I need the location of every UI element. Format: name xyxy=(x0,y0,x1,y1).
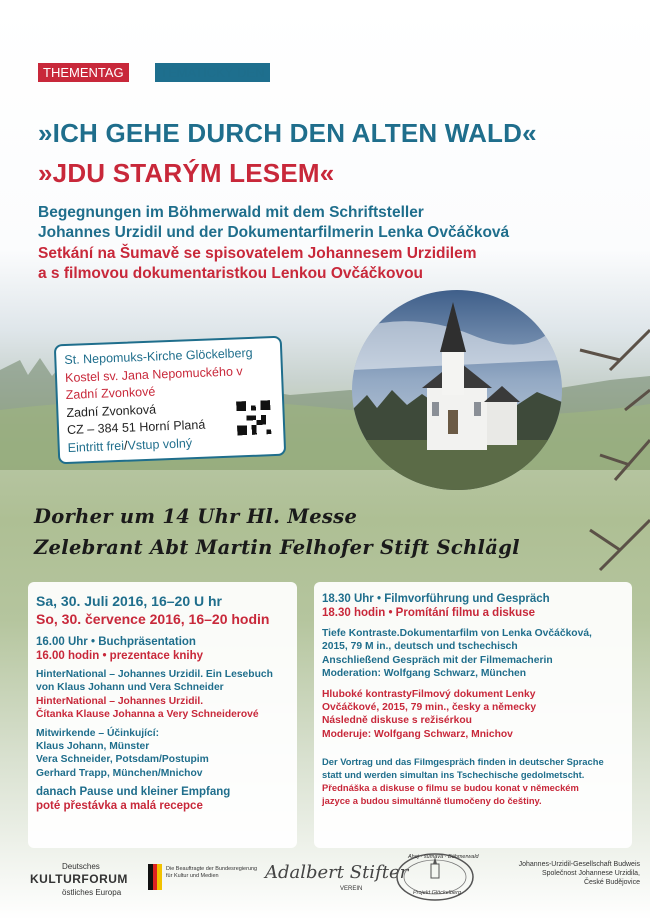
sponsor-logos xyxy=(0,850,650,920)
church-photo xyxy=(352,290,562,490)
venue-postal: CZ – 384 51 Horní Planá xyxy=(66,417,206,437)
bkm-line: für Kultur und Medien xyxy=(166,873,219,879)
pause-de: danach Pause und kleiner Empfang xyxy=(36,786,231,799)
film-time-de: 18.30 Uhr • Filmvorführung und Gespräch xyxy=(322,593,550,605)
theme-day-tag-cz: TÉMATICKÝ DEN xyxy=(155,63,270,82)
program-box-evening xyxy=(314,582,632,848)
mass-info-line: Dorher um 14 Uhr Hl. Messe xyxy=(34,505,358,528)
subtitle-de xyxy=(38,203,509,243)
translation-note-de: Der Vortrag und das Filmgespräch finden in deutscher Sprache xyxy=(322,756,604,768)
film-desc-cz: Následně diskuse s režisérkou xyxy=(322,715,472,727)
venue-name-de: St. Nepomuks-Kirche Glöckelberg xyxy=(64,345,253,368)
urzidil-society-line: Johannes-Urzidil-Gesellschaft Budweis xyxy=(518,861,640,868)
translation-note-cz: Přednáška a diskuse o filmu se budou konat v německém xyxy=(322,782,579,794)
venue-address-card xyxy=(54,336,286,465)
entry-separator: / xyxy=(123,438,128,453)
german-flag-icon xyxy=(148,864,162,890)
book-title-cz: HinterNational – Johannes Urzidil. xyxy=(36,695,204,707)
seal-bottom-text: Projekt Glöckelberg xyxy=(413,890,461,896)
bkm-line: Die Beauftragte der Bundesregierung xyxy=(166,866,258,872)
venue-place: Zadní Zvonková xyxy=(66,402,157,420)
book-title-cz: Čítanka Klause Johanna a Very Schneiderové xyxy=(36,709,259,721)
stifter-logo-sub: VEREIN xyxy=(340,886,363,892)
book-time-cz: 16.00 hodin • prezentace knihy xyxy=(36,650,203,662)
bare-tree-branches xyxy=(560,290,650,580)
subtitle-de-line: Johannes Urzidil und der Dokumentarfilmerin Lenka Ovčáčková xyxy=(38,224,510,241)
book-time-de: 16.00 Uhr • Buchpräsentation xyxy=(36,636,196,648)
entry-de: Eintritt frei xyxy=(67,438,125,455)
stifter-logo: Adalbert Stifter xyxy=(265,862,409,883)
entry-cz: Vstup volný xyxy=(127,435,193,453)
film-desc-de: 2015, 79 M in., deutsch und tschechisch xyxy=(322,641,518,653)
film-desc-de: Moderation: Wolfgang Schwarz, München xyxy=(322,668,527,680)
venue-name-cz-2: Zadní Zvonkové xyxy=(65,384,156,402)
main-title-cz: »JDU STARÝM LESEM« xyxy=(38,158,335,188)
qr-code-icon xyxy=(236,400,271,435)
translation-note-de: statt und werden simultan ins Tschechische gedolmetscht. xyxy=(322,769,585,781)
urzidil-society-line: České Budějovice xyxy=(583,879,640,886)
film-desc-de: Anschließend Gespräch mit der Filmemacherin xyxy=(322,654,553,666)
subtitle-cz-line: Setkání na Šumavě se spisovatelem Johannesem Urzidilem xyxy=(38,245,477,262)
kulturforum-logo-small: Deutsches xyxy=(62,862,100,871)
date-de: Sa, 30. Juli 2016, 16–20 U hr xyxy=(36,593,223,609)
urzidil-society-line: Společnost Johannese Urzidila, xyxy=(541,870,640,877)
urzidil-society-logo xyxy=(492,860,640,887)
film-desc-cz: Hluboké kontrastyFilmový dokument Lenky xyxy=(322,688,536,700)
book-title-de: von Klaus Johann und Vera Schneider xyxy=(36,682,224,694)
film-desc-cz: Moderuje: Wolfgang Schwarz, Mnichov xyxy=(322,728,513,740)
film-time-cz: 18.30 hodin • Promítání filmu a diskuse xyxy=(322,607,535,619)
main-title-de: »ICH GEHE DURCH DEN ALTEN WALD« xyxy=(38,118,537,148)
kulturforum-logo-sub: östliches Europa xyxy=(62,888,122,897)
film-desc-cz: Ovčáčkové, 2015, 79 min., česky a německy xyxy=(322,702,537,714)
contributor: Klaus Johann, Münster xyxy=(36,741,150,753)
translation-note-cz: jazyce a budou simultánně tlumočeny do češtiny. xyxy=(322,795,542,807)
kulturforum-logo: KULTURFORUM xyxy=(30,872,128,886)
contributors-heading: Mitwirkende – Účinkující: xyxy=(36,727,160,739)
contributor: Gerhard Trapp, München/Mnichov xyxy=(36,767,203,779)
bkm-logo-text xyxy=(166,866,257,880)
subtitle-de-line: Begegnungen im Böhmerwald mit dem Schriftsteller xyxy=(38,204,424,221)
celebrant-line: Zelebrant Abt Martin Felhofer Stift Schlägl xyxy=(34,536,520,559)
pause-cz: poté přestávka a malá recepce xyxy=(36,800,203,813)
subtitle-cz xyxy=(38,244,477,284)
book-title-de: HinterNational – Johannes Urzidil. Ein Lesebuch xyxy=(36,669,273,680)
contributor: Vera Schneider, Potsdam/Postupim xyxy=(36,754,209,766)
program-box-afternoon xyxy=(28,582,297,848)
film-desc-de: Tiefe Kontraste.Dokumentarfilm von Lenka Ovčáčková, xyxy=(322,628,592,639)
date-cz: So, 30. července 2016, 16–20 hodin xyxy=(36,611,270,627)
subtitle-cz-line: a s filmovou dokumentaristkou Lenkou Ovčáčkovou xyxy=(38,265,424,282)
seal-top-text: Ahoj · šumava · Böhmerwald xyxy=(408,854,479,860)
theme-day-tag-de: THEMENTAG xyxy=(38,63,129,82)
venue-name-cz: Kostel sv. Jana Nepomuckého v xyxy=(64,363,243,385)
